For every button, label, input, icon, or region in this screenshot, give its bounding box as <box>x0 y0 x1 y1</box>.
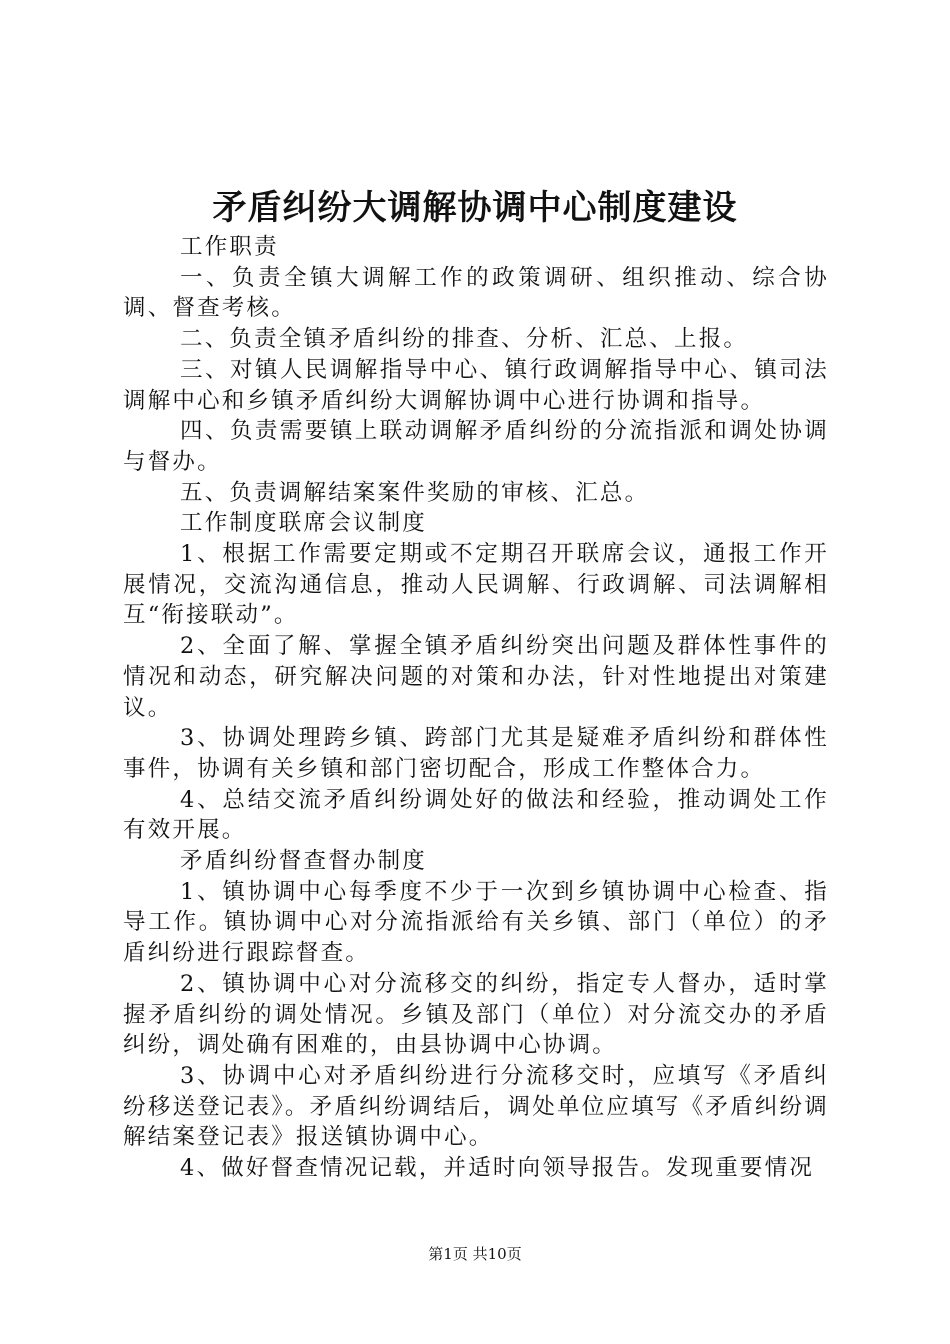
paragraph: 四、负责需要镇上联动调解矛盾纠纷的分流指派和调处协调与督办。 <box>123 418 829 475</box>
section-heading: 矛盾纠纷督查督办制度 <box>180 848 428 875</box>
paragraph: 一、负责全镇大调解工作的政策调研、组织推动、综合协调、督查考核。 <box>123 264 829 322</box>
paragraph: 五、负责调解结案案件奖励的审核、汇总。 <box>180 479 650 506</box>
paragraph: 1、镇协调中心每季度不少于一次到乡镇协调中心检查、指导工作。镇协调中心对分流指派给有关乡镇、部门（单位）的矛盾纠纷进行跟踪督查。 <box>123 878 829 967</box>
page-footer: 第1页 共10页 <box>428 1245 522 1263</box>
section-heading: 工作职责 <box>180 234 279 260</box>
paragraph: 4、总结交流矛盾纠纷调处好的做法和经验，推动调处工作有效开展。 <box>123 786 829 844</box>
paragraph: 3、协调处理跨乡镇、跨部门尤其是疑难矛盾纠纷和群体性事件，协调有关乡镇和部门密切配合，形成工作整体合力。 <box>123 725 829 782</box>
paragraph: 4、做好督查情况记载，并适时向领导报告。发现重要情况 <box>180 1155 815 1182</box>
paragraph: 三、对镇人民调解指导中心、镇行政调解指导中心、镇司法调解中心和乡镇矛盾纠纷大调解协调中心进行协调和指导。 <box>123 356 829 414</box>
paragraph: 2、全面了解、掌握全镇矛盾纠纷突出问题及群体性事件的情况和动态，研究解决问题的对策和办法，针对性地提出对策建议。 <box>123 633 829 721</box>
paragraph: 3、协调中心对矛盾纠纷进行分流移交时，应填写《矛盾纠纷移送登记表》。矛盾纠纷调结后，调处单位应填写《矛盾纠纷调解结案登记表》报送镇协调中心。 <box>123 1062 829 1151</box>
document-body <box>123 232 829 1184</box>
section-heading: 工作制度联席会议制度 <box>180 510 428 537</box>
paragraph: 二、负责全镇矛盾纠纷的排查、分析、汇总、上报。 <box>180 326 749 353</box>
paragraph: 1、根据工作需要定期或不定期召开联席会议，通报工作开展情况，交流沟通信息，推动人民调解、行政调解、司法调解相互“衔接联动”。 <box>123 541 829 629</box>
document-title: 矛盾纠纷大调解协调中心制度建设 <box>212 188 738 228</box>
paragraph: 2、镇协调中心对分流移交的纠纷，指定专人督办，适时掌握矛盾纠纷的调处情况。乡镇及部门（单位）对分流交办的矛盾纠纷，调处确有困难的，由县协调中心协调。 <box>123 970 829 1059</box>
